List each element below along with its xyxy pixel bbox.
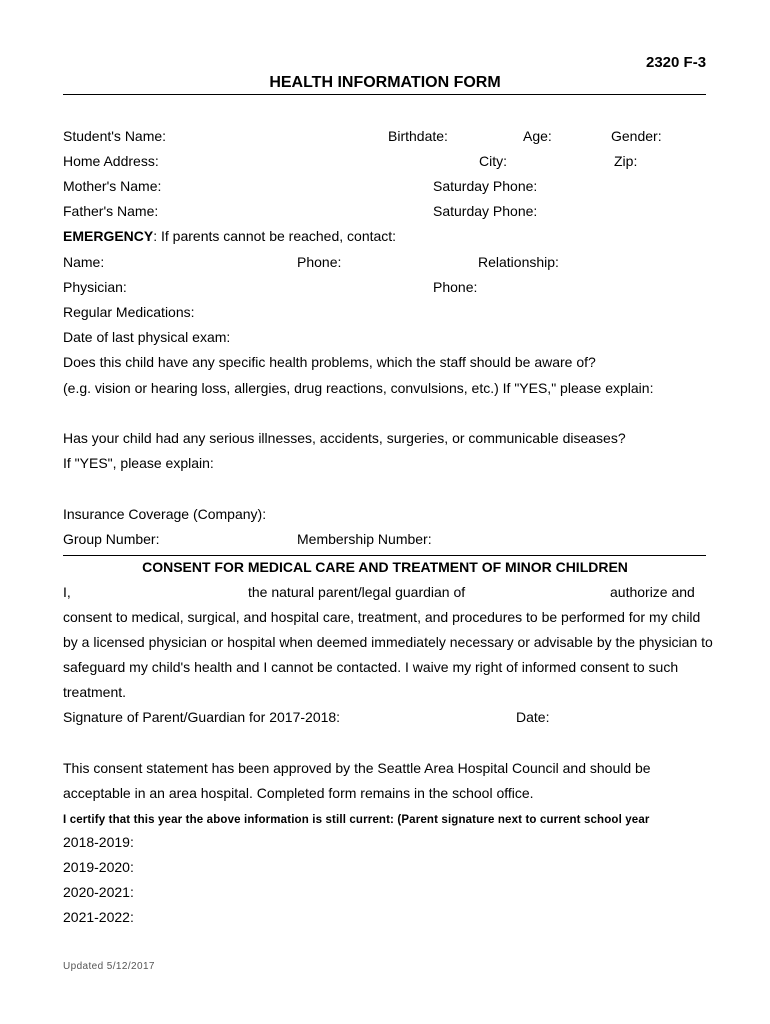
consent-line-4: safeguard my child's health and I cannot be contacted. I waive my right of informed consent to such	[63, 659, 679, 675]
consent-heading: CONSENT FOR MEDICAL CARE AND TREATMENT OF MINOR CHILDREN	[142, 559, 628, 575]
zip-label: Zip:	[614, 153, 638, 169]
consent-i: I,	[63, 584, 71, 600]
physician-phone-label: Phone:	[433, 279, 478, 295]
home-address-label: Home Address:	[63, 153, 159, 169]
updated-date: Updated 5/12/2017	[63, 961, 155, 972]
insurance-company-label: Insurance Coverage (Company):	[63, 506, 267, 522]
year-2019-2020-label: 2019-2020:	[63, 859, 134, 875]
relationship-label: Relationship:	[478, 254, 559, 270]
form-code: 2320 F-3	[646, 54, 707, 71]
father-name-label: Father's Name:	[63, 203, 159, 219]
illness-question: Has your child had any serious illnesses, accidents, surgeries, or communicable diseases?	[63, 430, 626, 446]
gender-label: Gender:	[611, 128, 662, 144]
consent-guardian-of: the natural parent/legal guardian of	[248, 584, 466, 600]
form-title: HEALTH INFORMATION FORM	[269, 74, 501, 91]
medications-label: Regular Medications:	[63, 304, 195, 320]
approval-line-2: acceptable in an area hospital. Completed form remains in the school office.	[63, 785, 534, 801]
emergency-heading: EMERGENCY	[63, 228, 154, 244]
father-phone-label: Saturday Phone:	[433, 203, 538, 219]
certify-statement: I certify that this year the above information is still current: (Parent signature next to current school year	[63, 814, 650, 826]
birthdate-label: Birthdate:	[388, 128, 448, 144]
signature-date-label: Date:	[516, 709, 550, 725]
approval-line-1: This consent statement has been approved by the Seattle Area Hospital Council and should be	[63, 760, 651, 776]
signature-label: Signature of Parent/Guardian for 2017-2018:	[63, 709, 341, 725]
physician-label: Physician:	[63, 279, 127, 295]
physical-exam-label: Date of last physical exam:	[63, 329, 231, 345]
membership-number-label: Membership Number:	[297, 531, 432, 547]
consent-divider	[63, 555, 706, 556]
emergency-instruction: : If parents cannot be reached, contact:	[153, 228, 397, 244]
consent-authorize: authorize and	[610, 584, 695, 600]
emergency-name-label: Name:	[63, 254, 105, 270]
mother-phone-label: Saturday Phone:	[433, 178, 538, 194]
health-problems-examples: (e.g. vision or hearing loss, allergies, drug reactions, convulsions, etc.) If "YES," please explain:	[63, 380, 654, 396]
group-number-label: Group Number:	[63, 531, 160, 547]
illness-explain-label: If "YES", please explain:	[63, 455, 214, 471]
city-label: City:	[479, 153, 507, 169]
age-label: Age:	[523, 128, 552, 144]
consent-line-5: treatment.	[63, 684, 127, 700]
year-2020-2021-label: 2020-2021:	[63, 884, 134, 900]
year-2021-2022-label: 2021-2022:	[63, 909, 134, 925]
emergency-phone-label: Phone:	[297, 254, 342, 270]
mother-name-label: Mother's Name:	[63, 178, 162, 194]
consent-line-2: consent to medical, surgical, and hospital care, treatment, and procedures to be performed for my child	[63, 609, 701, 625]
year-2018-2019-label: 2018-2019:	[63, 834, 134, 850]
student-name-label: Student's Name:	[63, 128, 167, 144]
health-problems-question: Does this child have any specific health problems, which the staff should be aware of?	[63, 354, 596, 370]
title-divider	[63, 94, 706, 95]
emergency-line	[63, 228, 396, 244]
consent-line-3: by a licensed physician or hospital when deemed immediately necessary or advisable by the physician to	[63, 634, 713, 650]
